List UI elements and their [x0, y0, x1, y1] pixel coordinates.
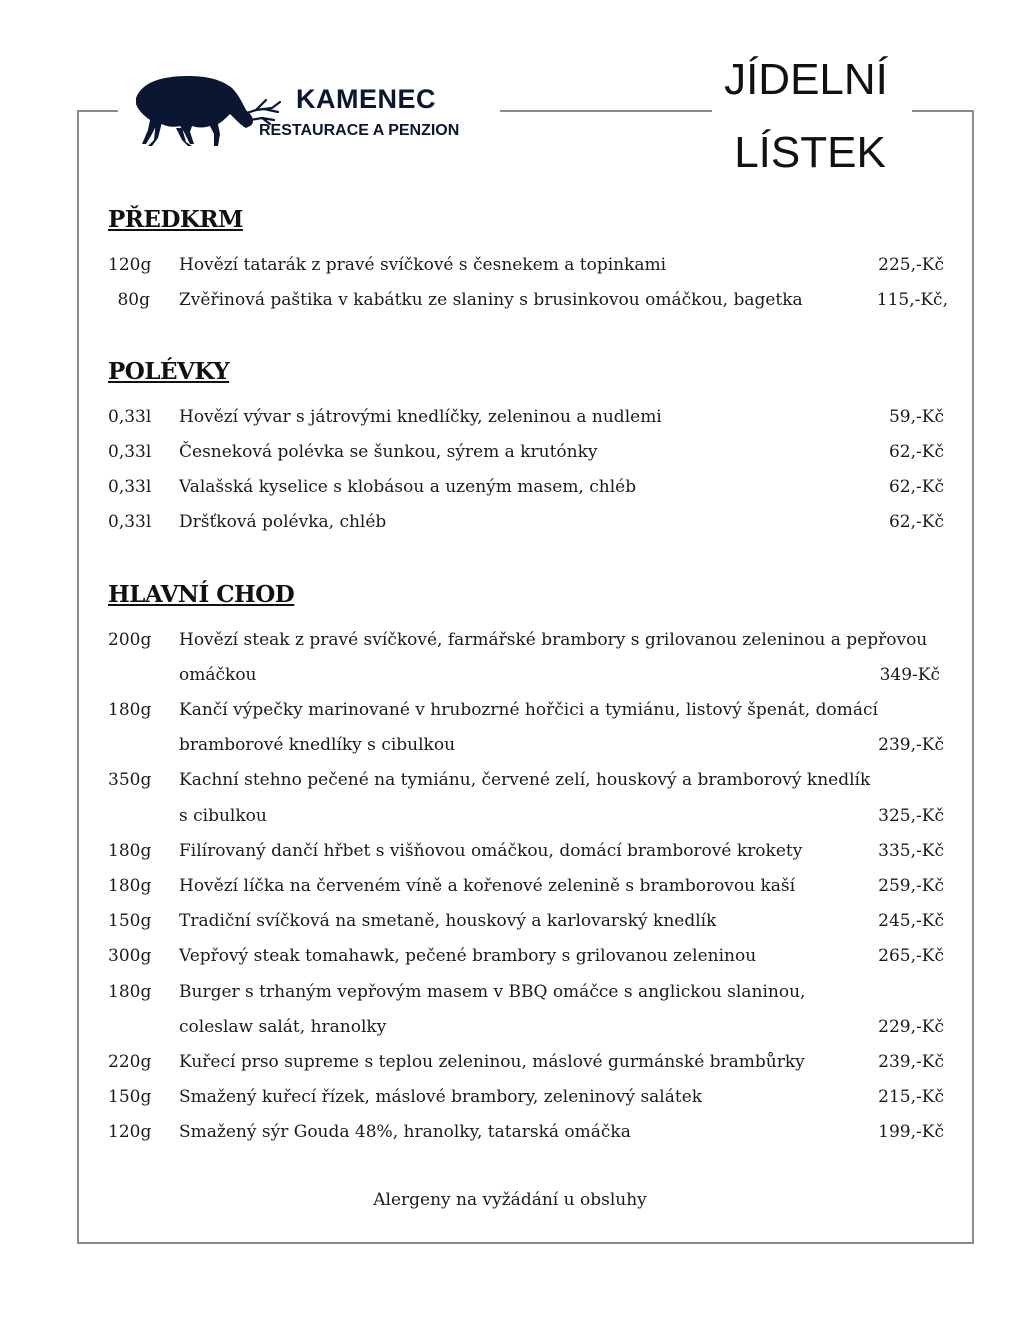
item-qty: 150g [108, 1087, 152, 1107]
item-desc: Kachní stehno pečené na tymiánu, červené zelí, houskový a bramborový knedlík [179, 770, 871, 790]
item-qty: 120g [108, 255, 152, 275]
item-qty: 350g [108, 770, 152, 790]
item-desc: Zvěřinová paštika v kabátku ze slaniny s brusinkovou omáčkou, bagetka [179, 290, 803, 310]
item-desc: Smažený sýr Gouda 48%, hranolky, tatarská omáčka [179, 1122, 631, 1142]
item-price: 265,-Kč [878, 946, 944, 966]
frame-gap-title [712, 104, 912, 116]
allergens-note: Alergeny na vyžádání u obsluhy [373, 1190, 647, 1210]
item-price: 325,-Kč [878, 806, 944, 826]
item-desc: Hovězí líčka na červeném víně a kořenové zelenině s bramborovou kaší [179, 876, 796, 896]
item-desc: Tradiční svíčková na smetaně, houskový a karlovarský knedlík [179, 911, 717, 931]
item-price: 349-Kč [879, 665, 940, 685]
item-qty: 0,33l [108, 512, 152, 532]
item-price: 225,-Kč [878, 255, 944, 275]
item-qty: 80g [117, 290, 150, 310]
item-price: 229,-Kč [878, 1017, 944, 1037]
item-desc: Smažený kuřecí řízek, máslové brambory, zeleninový salátek [179, 1087, 703, 1107]
item-qty: 180g [108, 700, 152, 720]
section-heading-hlavni-chod: HLAVNÍ CHOD [108, 581, 295, 608]
item-desc: Hovězí tatarák z pravé svíčkové s česnekem a topinkami [179, 255, 667, 275]
item-price: 215,-Kč [878, 1087, 944, 1107]
item-price: 62,-Kč [888, 512, 944, 532]
item-price: 59,-Kč [888, 407, 944, 427]
item-desc-continued: s cibulkou [179, 806, 267, 826]
item-qty: 120g [108, 1122, 152, 1142]
item-qty: 0,33l [108, 442, 152, 462]
item-qty: 200g [108, 630, 152, 650]
item-price: 199,-Kč [878, 1122, 944, 1142]
brand-subtitle: RESTAURACE A PENZION [259, 122, 460, 139]
item-desc: Hovězí vývar s játrovými knedlíčky, zeleninou a nudlemi [179, 407, 662, 427]
item-desc: Filírovaný dančí hřbet s višňovou omáčkou, domácí bramborové krokety [179, 841, 803, 861]
item-price: 62,-Kč [888, 477, 944, 497]
item-desc: Dršťková polévka, chléb [179, 512, 387, 532]
item-qty: 220g [108, 1052, 152, 1072]
item-qty: 180g [108, 982, 152, 1002]
item-qty: 180g [108, 876, 152, 896]
item-price: 239,-Kč [878, 735, 944, 755]
item-desc: Kančí výpečky marinované v hrubozrné hořčici a tymiánu, listový špenát, domácí [179, 700, 878, 720]
menu-title-line-1: JÍDELNÍ [724, 55, 888, 104]
item-price: 115,-Kč, [876, 290, 948, 310]
item-price: 335,-Kč [878, 841, 944, 861]
brand-logo [128, 70, 478, 150]
item-desc: Valašská kyselice s klobásou a uzeným masem, chléb [179, 477, 637, 497]
item-desc: Vepřový steak tomahawk, pečené brambory s grilovanou zeleninou [179, 946, 757, 966]
item-qty: 0,33l [108, 407, 152, 427]
item-price: 245,-Kč [878, 911, 944, 931]
item-desc: Kuřecí prso supreme s teplou zeleninou, máslové gurmánské brambůrky [179, 1052, 805, 1072]
item-price: 239,-Kč [878, 1052, 944, 1072]
item-desc-continued: omáčkou [179, 665, 257, 685]
brand-name: KAMENEC [296, 84, 437, 114]
item-price: 259,-Kč [878, 876, 944, 896]
menu-title-line-2: LÍSTEK [734, 128, 886, 177]
section-heading-predkrm: PŘEDKRM [108, 206, 243, 233]
item-desc-continued: coleslaw salát, hranolky [179, 1017, 387, 1037]
item-qty: 0,33l [108, 477, 152, 497]
item-desc-continued: bramborové knedlíky s cibulkou [179, 735, 456, 755]
item-qty: 150g [108, 911, 152, 931]
item-price: 62,-Kč [888, 442, 944, 462]
item-desc: Hovězí steak z pravé svíčkové, farmářské brambory s grilovanou zeleninou a pepřovou [179, 630, 928, 650]
item-desc: Burger s trhaným vepřovým masem v BBQ omáčce s anglickou slaninou, [179, 982, 806, 1002]
item-desc: Česneková polévka se šunkou, sýrem a krutónky [179, 442, 598, 462]
item-qty: 180g [108, 841, 152, 861]
section-heading-polevky: POLÉVKY [108, 358, 230, 385]
item-qty: 300g [108, 946, 152, 966]
